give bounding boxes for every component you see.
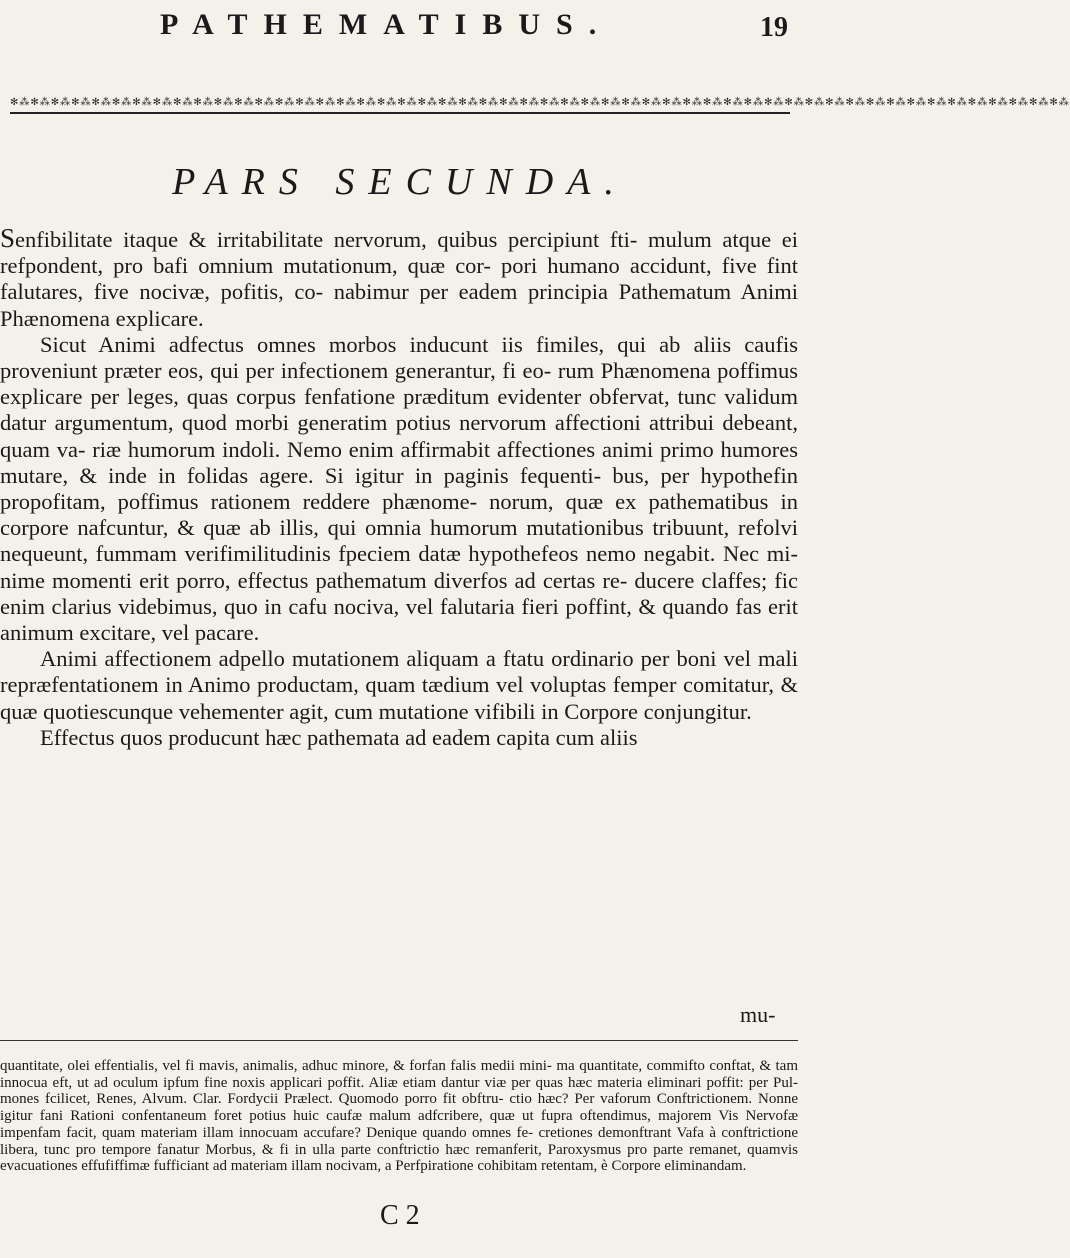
footnote-rule <box>0 1040 798 1041</box>
paragraph-4: Effectus quos producunt hæc pathemata ad eadem capita cum aliis <box>40 724 638 750</box>
ornamental-border: ✻⁂✻⁂✻⁂✻⁂✻⁂✻⁂✻⁂✻⁂✻⁂✻⁂✻⁂✻⁂✻⁂✻⁂✻⁂✻⁂✻⁂✻⁂✻⁂✻⁂✻⁂✻⁂✻⁂✻⁂✻⁂✻⁂✻⁂✻⁂✻⁂✻⁂✻⁂✻⁂✻⁂✻⁂✻⁂✻⁂✻⁂✻⁂✻⁂✻⁂✻⁂✻⁂✻⁂✻⁂✻⁂✻⁂✻⁂✻⁂✻⁂✻⁂✻⁂✻⁂ <box>10 97 1070 108</box>
footnote-text: quantitate, olei effentialis, vel fi mavis, animalis, adhuc minore, & forfan falis medii mini- ma quantitate, commifto conftat, & tam innocua eft, ut ad oculum ipfum fine noxis applicari poffit. Aliæ etiam dantur viæ per quas hæc materia eliminari poffit: per Pul- mones fcilicet, Renes, Alvum. Clar. Fordycii Prælect. Quomodo porro fit obftru- ctio hæc? Per vaforum Conftrictionem. Nonne igitur fani Rationi confentaneum foret potius huic caufæ malum adfcribere, quæ ut fupra oftendimus, majorem Vis Nervofæ impenfam facit, quam materiam illam innocuam accufare? Denique quando omnes fe- cretiones demonftrant Vafa à conftrictione libera, tunc pro tempore fanatur Morbus, & fi in ulla parte conftrictio hæc remanferit, Paroxysmus pro parte remanet, quamvis evacuationes effufiffimæ fufficiant ad materiam illam nocivam, a Perfpiratione cohibitam retentam, è Corpore eliminandam. <box>0 1058 798 1175</box>
section-title: PARS SECUNDA. <box>172 161 628 203</box>
running-head: PATHEMATIBUS. <box>160 8 613 41</box>
signature-mark: C 2 <box>380 1200 420 1231</box>
paragraph-1 <box>0 225 798 332</box>
footnote <box>0 1058 798 1175</box>
drop-cap: S <box>0 223 16 253</box>
paragraph-2: Sicut Animi adfectus omnes morbos inducunt iis fimiles, qui ab aliis caufis proveniunt præter eos, qui per infectionem generantur, fi eo- rum Phænomena poffimus explicare per leges, quas corpus fenfatione præditum evidenter obfervat, tunc validum datur argumentum, quod morbi generatim potius nervorum affectioni attribui debeant, quam va- riæ humorum indoli. Nemo enim affirmabit affectiones animi primo humores mutare, & inde in folidas agere. Si igitur in paginis fequenti- bus, per hypothefin propofitam, poffimus rationem reddere phænome- norum, quæ ex pathematibus in corpore nafcuntur, & quæ ab illis, qui omnia humorum mutationibus tribuunt, refolvi nequeunt, fummam verifimilitudinis fpeciem datæ hypothefeos nemo negabit. Nec mi- nime momenti erit porro, effectus pathematum diverfos ad certas re- ducere claffes; fic enim clarius videbimus, quo in cafu nociva, vel falutaria fieri poffint, & quando fas erit animum excitare, vel pacare. <box>0 331 798 646</box>
body-text <box>0 225 798 751</box>
paragraph-3: Animi affectionem adpello mutationem aliquam a ftatu ordinario per boni vel mali repræfentationem in Animo productam, quam tædium vel voluptas femper comitatur, & quæ quotiescunque vehementer agit, cum mutatione vifibili in Corpore conjungitur. <box>0 646 798 724</box>
catchword: mu- <box>740 1002 776 1027</box>
page-number: 19 <box>760 12 788 43</box>
paragraph-1-text: enfibilitate itaque & irritabilitate nervorum, quibus percipiunt fti- mulum atque ei refpondent, pro bafi omnium mutationum, quæ cor- pori humano accidunt, five fint falutares, five nocivæ, pofitis, co- nabimur per eadem principia Pathematum Animi Phænomena explicare. <box>0 227 798 331</box>
header-rule <box>10 112 790 114</box>
